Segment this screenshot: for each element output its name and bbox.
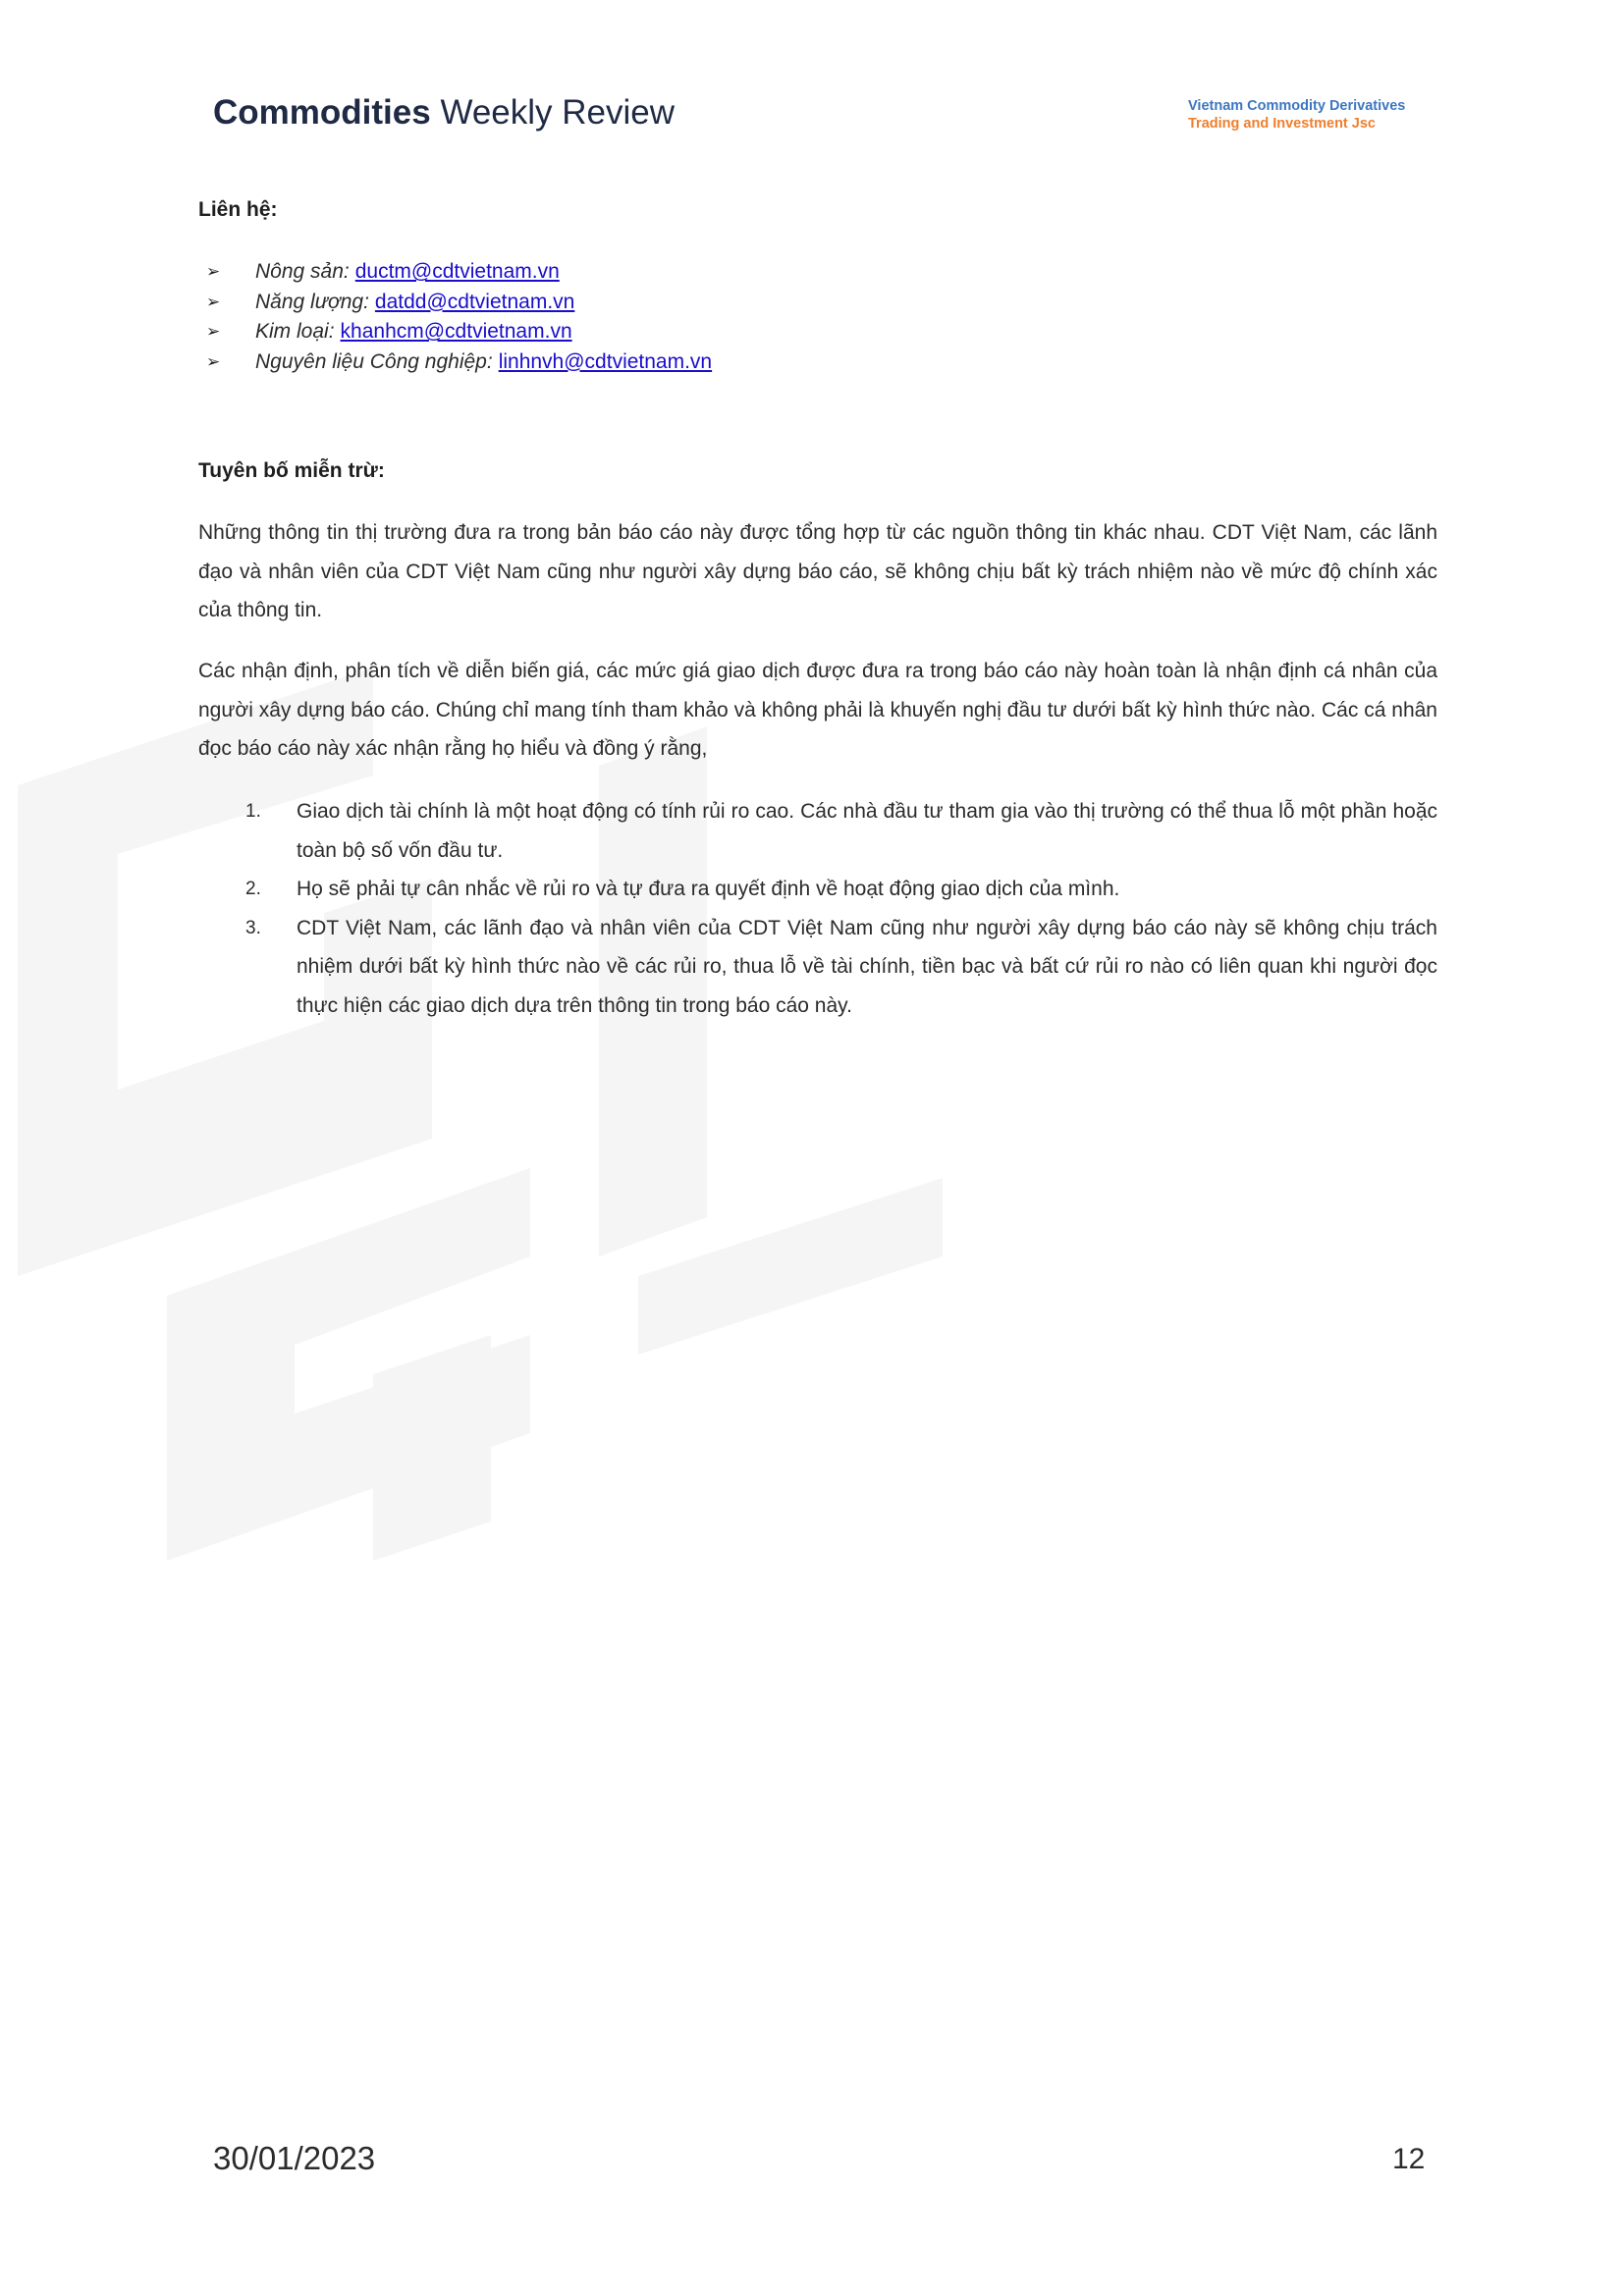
list-item bbox=[198, 870, 1437, 909]
list-item bbox=[198, 909, 1437, 1026]
contacts-heading: Liên hệ: bbox=[198, 198, 278, 221]
arrow-bullet-icon: ➢ bbox=[206, 262, 221, 282]
list-item-text: CDT Việt Nam, các lãnh đạo và nhân viên của CDT Việt Nam cũng như người xây dựng báo cáo này sẽ không chịu trách nhiệm dưới bất kỳ hình thức nào về các rủi ro, thua lỗ về tài chính, tiền bạc và bất cứ rủi ro nào có liên quan khi người đọc thực hiện các giao dịch dựa trên thông tin trong báo cáo này. bbox=[297, 916, 1437, 1017]
arrow-bullet-icon: ➢ bbox=[206, 322, 221, 342]
contact-email-link[interactable]: ductm@cdtvietnam.vn bbox=[354, 260, 560, 284]
contact-item bbox=[198, 347, 712, 378]
contact-item bbox=[198, 288, 712, 318]
contact-label: Nguyên liệu Công nghiệp: bbox=[255, 349, 493, 373]
list-item-text: Giao dịch tài chính là một hoạt động có tính rủi ro cao. Các nhà đầu tư tham gia vào thị trường có thể thua lỗ một phần hoặc toàn bộ số vốn đầu tư. bbox=[297, 800, 1437, 862]
list-item-text: Họ sẽ phải tự cân nhắc về rủi ro và tự đưa ra quyết định về hoạt động giao dịch của mình. bbox=[297, 878, 1120, 900]
disclaimer-list bbox=[198, 792, 1437, 1025]
disclaimer-paragraph-2: Các nhận định, phân tích về diễn biến giá, các mức giá giao dịch được đưa ra trong báo cáo này hoàn toàn là nhận định cá nhân của người xây dựng báo cáo. Chúng chỉ mang tính tham khảo và không phải là khuyến nghị đầu tư dưới bất kỳ hình thức nào. Các cá nhân đọc báo cáo này xác nhận rằng họ hiểu và đồng ý rằng, bbox=[198, 660, 1437, 760]
contact-label: Kim loại: bbox=[255, 320, 335, 344]
list-item-number: 3. bbox=[245, 917, 261, 938]
list-item bbox=[198, 792, 1437, 870]
report-title bbox=[213, 93, 675, 133]
arrow-bullet-icon: ➢ bbox=[206, 292, 221, 311]
list-item-number: 2. bbox=[245, 879, 261, 899]
disclaimer-paragraph-1: Những thông tin thị trường đưa ra trong bản báo cáo này được tổng hợp từ các nguồn thông tin khác nhau. CDT Việt Nam, các lãnh đạo và nhân viên của CDT Việt Nam cũng như người xây dựng báo cáo, sẽ không chịu bất kỳ trách nhiệm nào về mức độ chính xác của thông tin. bbox=[198, 521, 1437, 621]
list-item-number: 1. bbox=[245, 801, 261, 822]
company-logo-text bbox=[1188, 97, 1405, 133]
arrow-bullet-icon: ➢ bbox=[206, 351, 221, 371]
contact-item bbox=[198, 257, 712, 288]
company-name-line2: Trading and Investment Jsc bbox=[1188, 116, 1376, 132]
contact-email-link[interactable]: khanhcm@cdtvietnam.vn bbox=[340, 320, 572, 344]
contact-label: Nông sản: bbox=[255, 260, 350, 284]
contacts-list bbox=[198, 257, 712, 377]
contact-label: Năng lượng: bbox=[255, 290, 369, 313]
contact-email-link[interactable]: linhnvh@cdtvietnam.vn bbox=[498, 349, 713, 373]
report-title-bold: Commodities bbox=[213, 93, 431, 132]
footer-date: 30/01/2023 bbox=[213, 2140, 376, 2176]
contact-email-link[interactable]: datdd@cdtvietnam.vn bbox=[374, 290, 575, 313]
disclaimer-heading: Tuyên bố miễn trừ: bbox=[198, 459, 385, 482]
company-name-line1: Vietnam Commodity Derivatives bbox=[1188, 98, 1406, 114]
report-title-rest: Weekly Review bbox=[440, 93, 676, 132]
contact-item bbox=[198, 317, 712, 347]
page-number: 12 bbox=[1392, 2143, 1426, 2175]
